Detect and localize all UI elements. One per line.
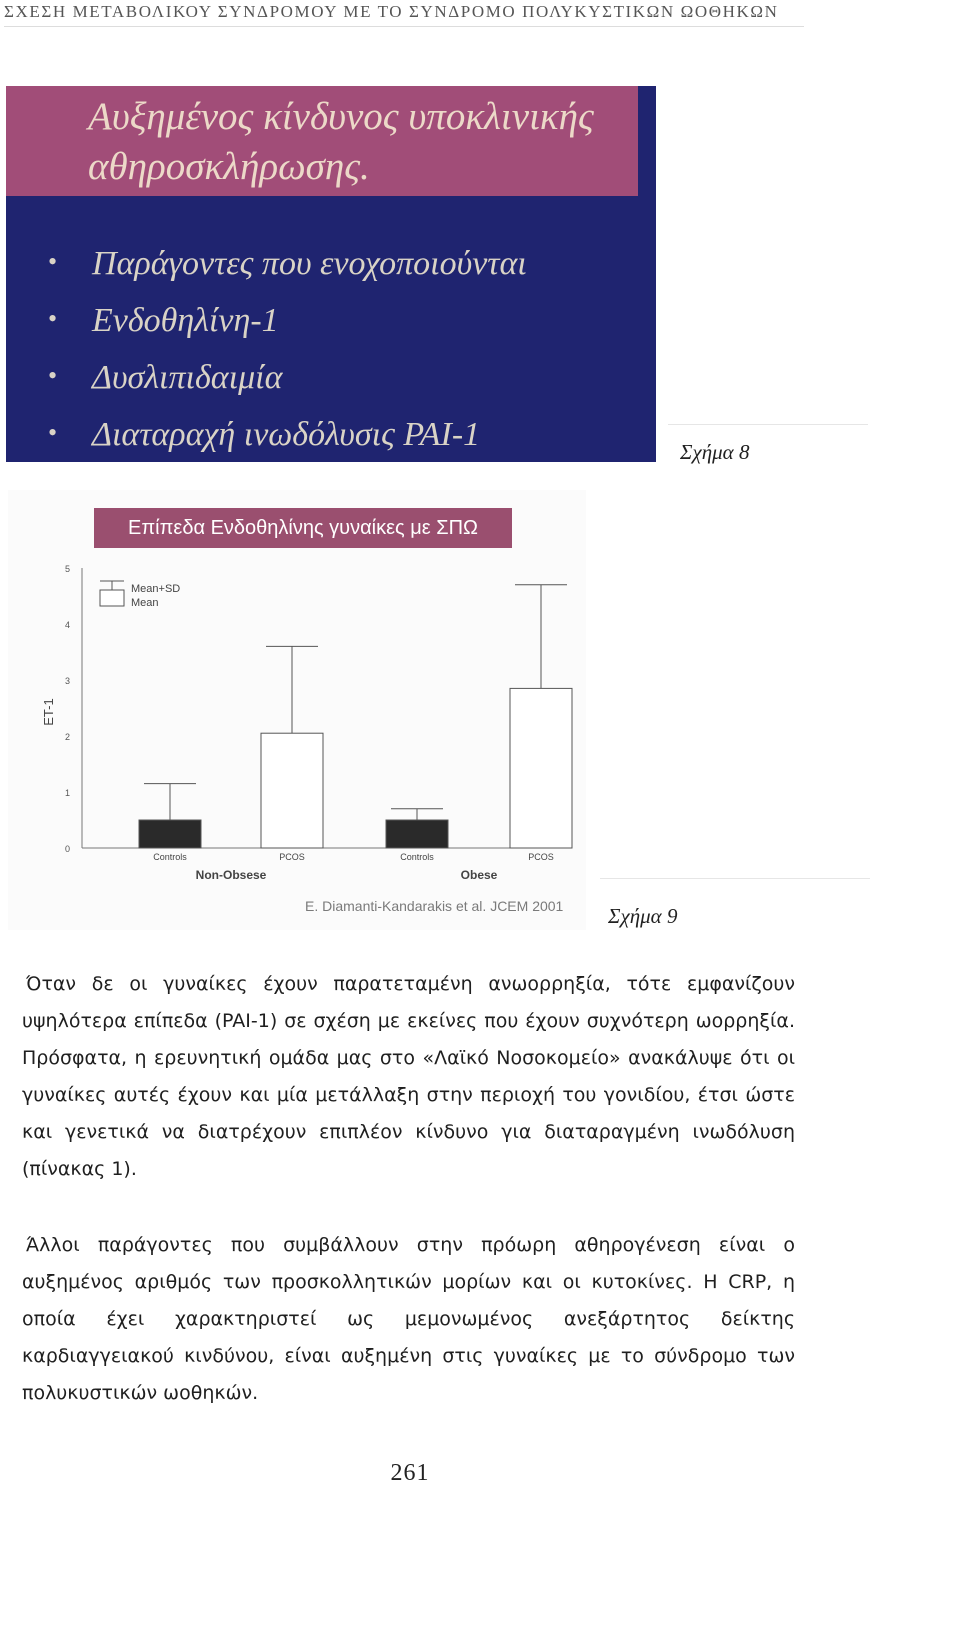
y-tick-label: 1: [64, 788, 70, 798]
group-labels: [196, 868, 498, 882]
y-tick-label: 0: [64, 844, 70, 854]
body-paragraph-1: Όταν δε οι γυναίκες έχουν παρατεταμένη ανωορρηξία, τότε εμφανίζουν υψηλότερα επίπεδα (PAI-1) σε σχέση με εκείνες που έχουν συχνότερη ωορρηξία. Πρόσφατα, η ερευνητική ομάδα μας στο «Λαϊκό Νοσοκομείο» ανακάλυψε ότι οι γυναίκες αυτές έχουν και μία μετάλλαξη στην περιοχή του γονιδίου, έτσι ώστε και γενετικά να διατρέχουν επιπλέον κίνδυνο για διαταραγμένη ινωδόλυση (πίνακας 1).: [22, 973, 795, 1180]
legend-label-sd: Mean+SD: [131, 583, 181, 595]
chart-title: Επίπεδα Ενδοθηλίνης γυναίκες με ΣΠΩ: [94, 508, 512, 548]
page-number: 261: [390, 1460, 430, 1486]
bar: [261, 733, 323, 848]
chart-source: E. Diamanti-Kandarakis et al. JCEM 2001: [305, 898, 564, 914]
y-tick-label: 3: [64, 676, 70, 686]
group-label: Obese: [460, 868, 498, 882]
slide-title-line-2: αθηροσκλήρωσης.: [88, 145, 370, 188]
slide-title-line-1: Αυξημένος κίνδυνος υποκλινικής: [88, 95, 594, 138]
x-tick-label: PCOS: [279, 852, 305, 862]
figure-9-caption: Σχήμα 9: [608, 904, 678, 928]
chart-legend: [100, 581, 180, 609]
slide-bullet: • Παράγοντες που ενοχοποιούνται: [48, 234, 527, 291]
bullet-icon: •: [48, 247, 58, 276]
running-header: ΣΧΕΣΗ ΜΕΤΑΒΟΛΙΚΟΥ ΣΥΝΔΡΟΜΟΥ ΜΕ ΤΟ ΣΥΝΔΡΟΜΟ ΠΟΛΥΚΥΣΤΙΚΩΝ ΩΟΘΗΚΩΝ: [4, 2, 779, 21]
bullet-icon: •: [48, 361, 58, 390]
x-tick-label: Controls: [153, 852, 187, 862]
group-label: Non-Obsese: [195, 868, 267, 882]
y-tick-label: 2: [64, 732, 70, 742]
y-axis-label: ET-1: [41, 698, 56, 726]
x-tick-label: Controls: [400, 852, 434, 862]
caption-rule-9: [600, 878, 870, 879]
legend-label-mean: Mean: [131, 597, 159, 609]
bullet-icon: •: [48, 304, 58, 333]
slide-bullet: • Διαταραχή ινωδόλυσις PAI-1: [48, 405, 527, 462]
x-tick-label: PCOS: [528, 852, 554, 862]
slide-bullet: • Ενδοθηλίνη-1: [48, 291, 527, 348]
chart-bars: [139, 585, 572, 848]
bar: [386, 820, 448, 848]
bar: [510, 688, 572, 848]
y-tick-label: 5: [64, 564, 70, 574]
legend-bar-icon: [100, 590, 124, 606]
bar: [139, 820, 201, 848]
slide-bullet: • Δυσλιπιδαιμία: [48, 348, 527, 405]
bullet-icon: •: [48, 418, 58, 447]
y-tick-labels: [65, 564, 70, 854]
body-paragraph-2: Άλλοι παράγοντες που συμβάλλουν στην πρόωρη αθηρογένεση είναι ο αυξημένος αριθμός των προσκολλητικών μορίων και οι κυτοκίνες. Η CRP, η οποία έχει χαρακτηριστεί ως μεμονωμένος ανεξάρτητος δείκτης καρδιαγγειακού κινδύνου, είναι αυξημένη στις γυναίκες με το σύνδρομο των πολυκυστικών ωοθηκών.: [22, 1234, 795, 1404]
figure-8-caption: Σχήμα 8: [680, 440, 750, 464]
y-tick-label: 4: [64, 620, 70, 630]
x-tick-labels: [153, 852, 554, 862]
